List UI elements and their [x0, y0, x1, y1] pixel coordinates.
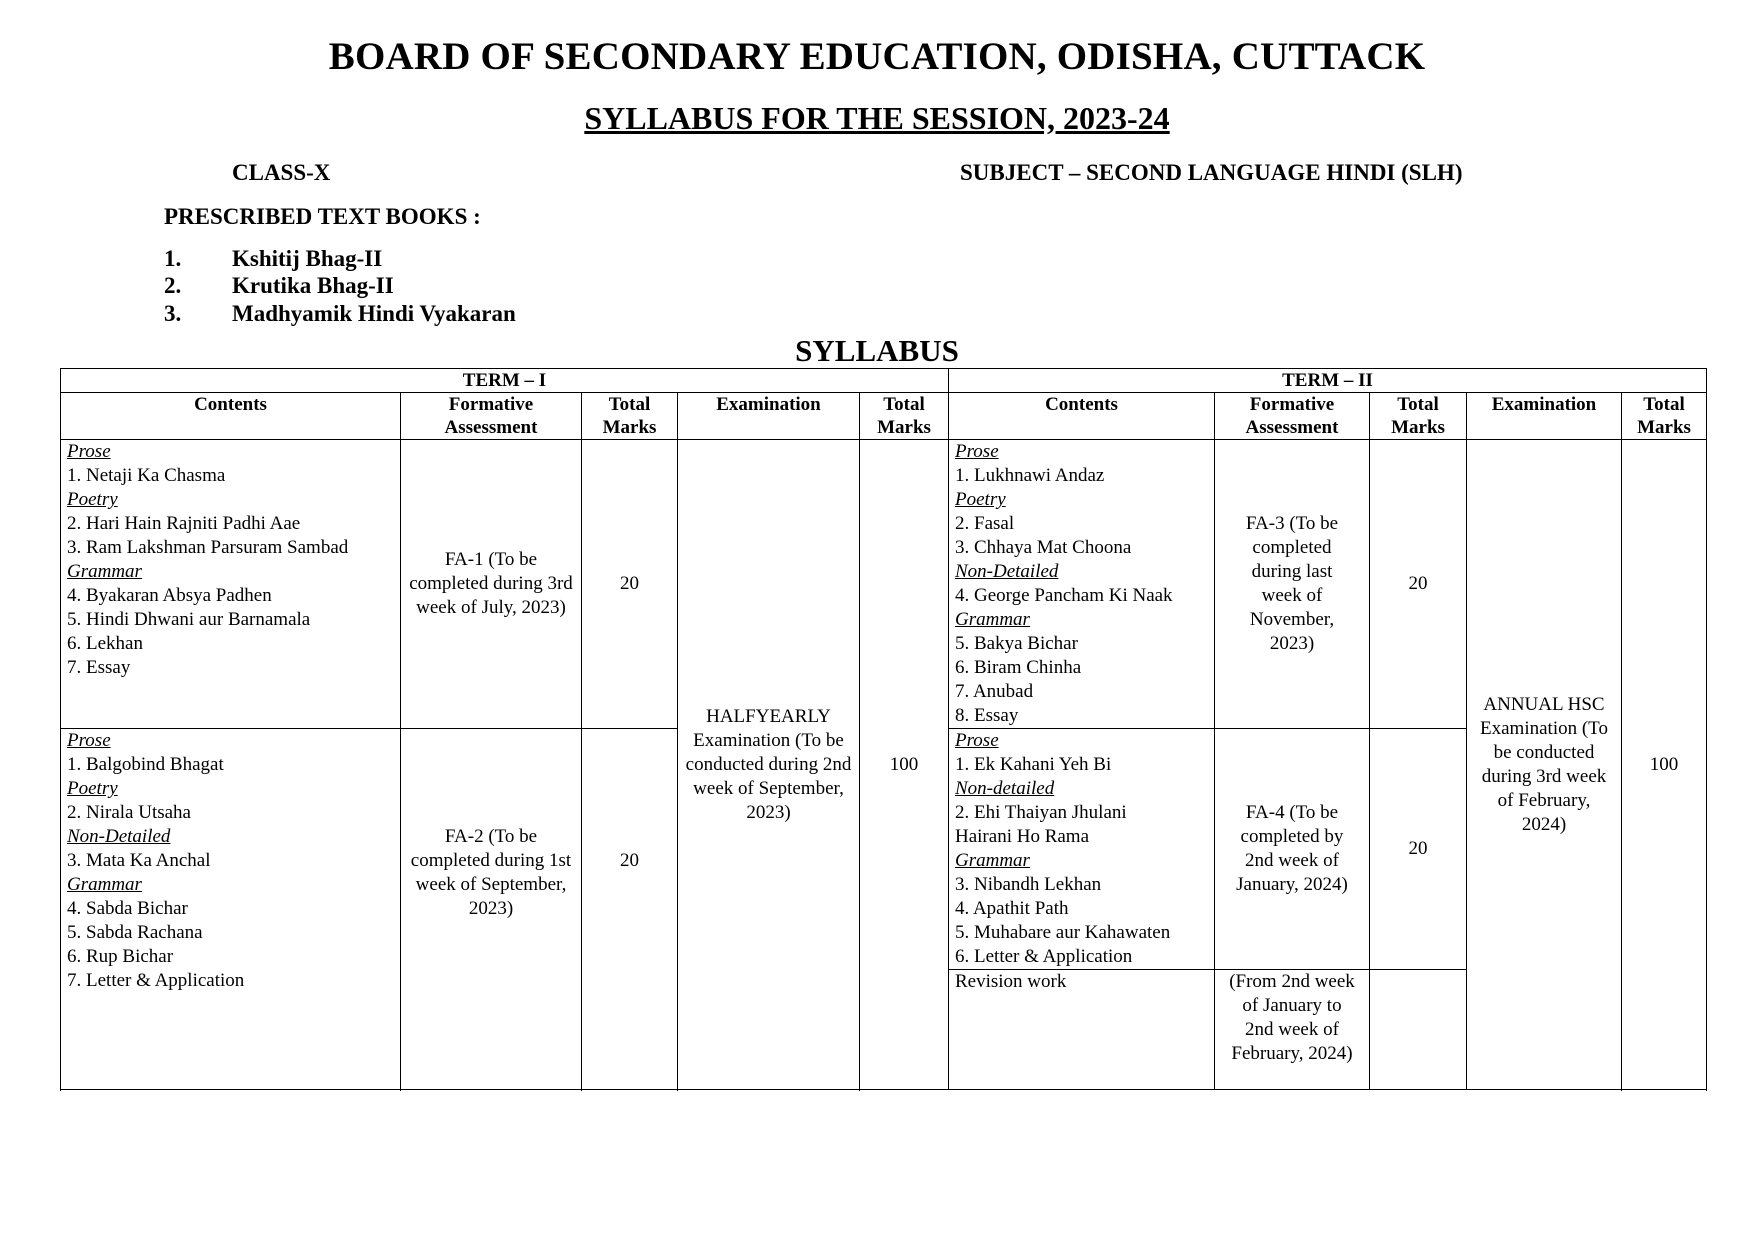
col-total-marks: Total Marks	[860, 393, 949, 440]
col-total-marks: Total Marks	[1622, 393, 1707, 440]
content-item: 4. Sabda Bichar	[67, 898, 188, 919]
fa1-contents	[61, 440, 401, 729]
content-category: Poetry	[955, 489, 1006, 510]
content-category: Poetry	[67, 489, 118, 510]
fa2-assessment-text: FA-2 (To be completed during 1st week of September, 2023)	[410, 826, 572, 919]
subject-label: SUBJECT – SECOND LANGUAGE HINDI (SLH)	[960, 160, 1463, 185]
content-category: Grammar	[955, 609, 1030, 630]
content-item: 7. Essay	[67, 657, 131, 678]
annual-exam	[1467, 440, 1622, 1090]
content-item: 3. Chhaya Mat Choona	[955, 537, 1132, 558]
book-title: Krutika Bhag-II	[232, 273, 394, 298]
halfyearly-exam	[678, 440, 860, 1090]
fa2-contents	[61, 729, 401, 1090]
content-category: Grammar	[67, 874, 142, 895]
content-category: Prose	[67, 730, 111, 751]
content-item: 2. Ehi Thaiyan Jhulani	[955, 802, 1127, 823]
content-category: Prose	[67, 441, 111, 462]
content-item: 3. Mata Ka Anchal	[67, 850, 211, 871]
content-item: 6. Lekhan	[67, 633, 143, 654]
book-title: Madhyamik Hindi Vyakaran	[232, 301, 516, 326]
content-item: 6. Biram Chinha	[955, 657, 1082, 678]
content-item: 6. Rup Bichar	[67, 946, 174, 967]
fa3-assessment-text: FA-3 (To be completed during last week of November, 2023)	[1245, 513, 1339, 654]
revision-marks	[1370, 970, 1467, 1090]
book-number: 3.	[164, 301, 182, 326]
content-item: 5. Sabda Rachana	[67, 922, 203, 943]
fa4-assessment-text: FA-4 (To be completed by 2nd week of January, 2024)	[1236, 802, 1348, 895]
fa2-marks: 20	[582, 729, 678, 1090]
term-1-header: TERM – I	[61, 369, 949, 393]
content-item: 5. Muhabare aur Kahawaten	[955, 922, 1171, 943]
content-category: Poetry	[67, 778, 118, 799]
content-item: 8. Essay	[955, 705, 1019, 726]
content-item: 5. Bakya Bichar	[955, 633, 1078, 654]
content-item: 7. Anubad	[955, 681, 1034, 702]
content-item: 1. Ek Kahani Yeh Bi	[955, 754, 1112, 775]
book-item	[164, 273, 394, 299]
fa2-assessment	[401, 729, 582, 1090]
content-item: 1. Lukhnawi Andaz	[955, 465, 1105, 486]
content-item: 6. Letter & Application	[955, 946, 1133, 967]
books-heading: PRESCRIBED TEXT BOOKS :	[164, 204, 481, 229]
col-examination: Examination	[678, 393, 860, 440]
fa1-assessment-text: FA-1 (To be completed during 3rd week of July, 2023)	[409, 549, 573, 618]
col-formative-assessment: Formative Assessment	[1215, 393, 1370, 440]
content-item: 7. Letter & Application	[67, 970, 245, 991]
content-item: 4. Byakaran Absya Padhen	[67, 585, 272, 606]
content-item: 3. Nibandh Lekhan	[955, 874, 1102, 895]
fa4-marks: 20	[1370, 729, 1467, 970]
fa4-contents	[949, 729, 1215, 970]
col-examination: Examination	[1467, 393, 1622, 440]
content-category: Prose	[955, 441, 999, 462]
content-item: 1. Balgobind Bhagat	[67, 754, 224, 775]
content-item: 4. Apathit Path	[955, 898, 1069, 919]
content-category: Non-Detailed	[67, 826, 171, 847]
content-item: 1. Netaji Ka Chasma	[67, 465, 226, 486]
revision-contents: Revision work	[949, 970, 1215, 1090]
content-item: 5. Hindi Dhwani aur Barnamala	[67, 609, 311, 630]
content-category: Grammar	[67, 561, 142, 582]
fa4-assessment	[1215, 729, 1370, 970]
fa3-assessment	[1215, 440, 1370, 729]
syllabus-heading: SYLLABUS	[795, 333, 959, 368]
term-header-row	[61, 369, 1707, 393]
book-number: 2.	[164, 273, 182, 298]
col-total-marks: Total Marks	[582, 393, 678, 440]
content-item: 3. Ram Lakshman Parsuram Sambad	[67, 537, 349, 558]
revision-assessment	[1215, 970, 1370, 1090]
book-number: 1.	[164, 246, 182, 271]
col-total-marks: Total Marks	[1370, 393, 1467, 440]
term-2-header: TERM – II	[949, 369, 1707, 393]
content-item: Hairani Ho Rama	[955, 826, 1090, 847]
content-category: Non-detailed	[955, 778, 1055, 799]
table-row	[61, 440, 1707, 729]
content-category: Prose	[955, 730, 999, 751]
halfyearly-marks: 100	[860, 440, 949, 1090]
revision-assessment-text: (From 2nd week of January to 2nd week of February, 2024)	[1229, 971, 1355, 1064]
syllabus-table	[60, 368, 1707, 1090]
fa3-contents	[949, 440, 1215, 729]
fa1-marks: 20	[582, 440, 678, 729]
content-category: Grammar	[955, 850, 1030, 871]
fa1-assessment	[401, 440, 582, 729]
class-label: CLASS-X	[232, 160, 331, 185]
annual-exam-text: ANNUAL HSC Examination (To be conducted during 3rd week of February, 2024)	[1480, 693, 1608, 835]
fa3-marks: 20	[1370, 440, 1467, 729]
session-title: SYLLABUS FOR THE SESSION, 2023-24	[584, 100, 1170, 136]
column-header-row	[61, 393, 1707, 440]
content-item: 2. Fasal	[955, 513, 1015, 534]
content-item: 4. George Pancham Ki Naak	[955, 585, 1173, 606]
col-formative-assessment: Formative Assessment	[401, 393, 582, 440]
content-item: 2. Hari Hain Rajniti Padhi Aae	[67, 513, 301, 534]
halfyearly-exam-text: HALFYEARLY Examination (To be conducted during 2nd week of September, 2023)	[685, 705, 852, 823]
content-category: Non-Detailed	[955, 561, 1059, 582]
content-item: 2. Nirala Utsaha	[67, 802, 191, 823]
col-contents: Contents	[61, 393, 401, 440]
book-item	[164, 246, 382, 272]
col-contents: Contents	[949, 393, 1215, 440]
board-title: BOARD OF SECONDARY EDUCATION, ODISHA, CUTTACK	[328, 35, 1426, 78]
annual-marks: 100	[1622, 440, 1707, 1090]
book-title: Kshitij Bhag-II	[232, 246, 383, 271]
book-item	[164, 301, 516, 327]
